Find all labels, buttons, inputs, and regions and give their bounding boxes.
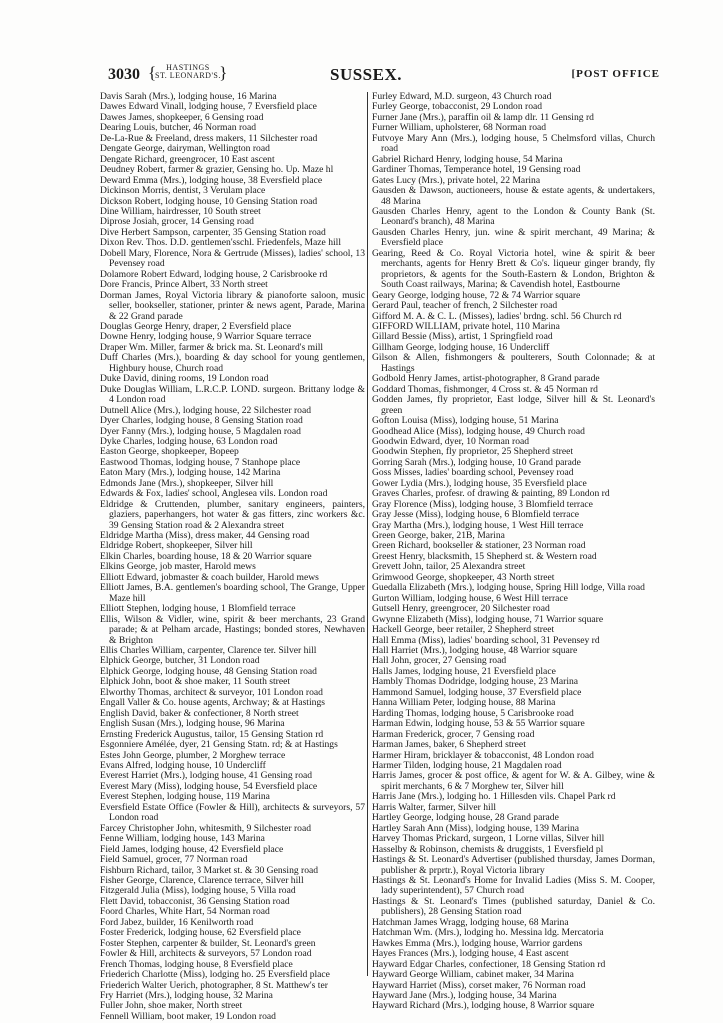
directory-entry: Elkin Charles, boarding house, 18 & 20 Warrior square [100, 550, 312, 562]
directory-entry: Harvey Thomas Prickard, surgeon, 1 Lorne villas, Silver hill [372, 833, 605, 845]
directory-entry: Elliott Stephen, lodging house, 1 Blomfield terrace [100, 603, 296, 615]
directory-entry: Dorman James, Royal Victoria library & pianoforte saloon, music seller, bookseller, stationer, printer & news agent, Parade, Marina & 22 Grand parade [100, 289, 365, 322]
directory-entry: Gerard Paul, teacher of french, 2 Silchester road [372, 300, 558, 312]
directory-entry: Godden James, fly proprietor, East lodge, Silver hill & St. Leonard's green [372, 394, 655, 416]
directory-entry: De-La-Rue & Freeland, dress makers, 11 Silchester road [100, 132, 318, 144]
directory-entry: Downe Henry, lodging house, 9 Warrior Square terrace [100, 331, 312, 343]
directory-entry: Hawkes Emma (Mrs.), lodging house, Warrior gardens [372, 937, 583, 949]
directory-entry: Eastwood Thomas, lodging house, 7 Stanhope place [100, 456, 301, 468]
directory-entry: Hastings & St. Leonard's Advertiser (published thursday, James Dorman, publisher & prprtr.), Royal Victoria library [372, 854, 655, 876]
directory-entry: Goodwin Edward, dyer, 10 Norman road [372, 435, 530, 447]
directory-entry: Dearing Louis, butcher, 46 Norman road [100, 122, 257, 134]
directory-entry: Fuller John, shoe maker, North street [100, 1000, 243, 1012]
directory-entry: Fitzgerald Julia (Miss), lodging house, 5 Villa road [100, 885, 296, 897]
directory-entry: Duff Charles (Mrs.), boarding & day school for young gentlemen, Highbury house, Church road [100, 352, 365, 374]
directory-entry: Fry Harriet (Mrs.), lodging house, 32 Marina [100, 989, 273, 1001]
right-column [372, 92, 655, 1012]
directory-entry: Foster Stephen, carpenter & builder, St. Leonard's green [100, 937, 316, 949]
place-line-1: HASTINGS [166, 63, 210, 72]
directory-entry: Gausden & Dawson, auctioneers, house & estate agents, & undertakers, 48 Marina [372, 185, 655, 207]
directory-entry: Eversfield Estate Office (Fowler & Hill), architects & surveyors, 57 London road [100, 801, 365, 824]
directory-entry: Gray Jesse (Miss), lodging house, 6 Blomfield terrace [372, 509, 580, 521]
directory-entry: Farcey Christopher John, whitesmith, 9 Silchester road [100, 822, 312, 834]
directory-entry: Gutsell Henry, greengrocer, 20 Silchester road [372, 603, 550, 615]
left-column [100, 92, 365, 1022]
directory-entry: Dobell Mary, Florence, Nora & Gertrude (Misses), ladies' school, 13 Pevensey road [100, 247, 365, 270]
directory-entry: Elkins George, job master, Harold mews [100, 561, 256, 573]
directory-entry: Elliott Edward, jobmaster & coach builder, Harold mews [100, 571, 319, 583]
directory-entry: Hastings & St. Leonard's Times (published saturday, Daniel & Co. publishers), 28 Gensing Station road [372, 895, 655, 918]
directory-entry: GIFFORD WILLIAM, private hotel, 110 Marina [372, 320, 560, 332]
directory-entry: Dengate Richard, greengrocer, 10 East ascent [100, 153, 275, 165]
directory-entry: Dive Herbert Sampson, carpenter, 35 Gensing Station road [100, 226, 326, 238]
directory-entry: Eldridge Robert, shopkeeper, Silver hill [100, 540, 253, 552]
directory-entry: Gausden Charles Henry, agent to the London & County Bank (St. Leonard's branch), 48 Marina [372, 205, 655, 228]
place-line-2: ST. LEONARD'S. [155, 71, 221, 80]
directory-entry: Fennell William, boot maker, 19 London road [100, 1010, 276, 1022]
directory-entry: Gabriel Richard Henry, lodging house, 54 Marina [372, 153, 563, 165]
directory-entry: Ellis, Wilson & Vidler, wine, spirit & beer merchants, 23 Grand parade; & at Pelham arcade, Hastings; bonded stores, Newhaven & Brighton [100, 613, 365, 646]
directory-entry: Ernsting Frederick Augustus, tailor, 15 Gensing Station rd [100, 728, 324, 740]
directory-entry: Futvoye Mary Ann (Mrs.), lodging house, 5 Chelmsford villas, Church road [372, 132, 655, 155]
directory-entry: Gates Lucy (Mrs.), private hotel, 22 Marina [372, 174, 541, 186]
directory-entry: Engall Valler & Co. house agents, Archway; & at Hastings [100, 697, 325, 709]
directory-entry: Harmer Hiram, bricklayer & tobacconist, 48 London road [372, 749, 594, 761]
directory-entry: Gwynne Elizabeth (Miss), lodging house, 71 Warrior square [372, 613, 604, 625]
directory-entry: Friederich Charlotte (Miss), lodging ho. 25 Eversfield place [100, 969, 330, 981]
directory-entry: Graves Charles, profesr. of drawing & painting, 89 London rd [372, 488, 610, 500]
directory-entry: Hartley George, lodging house, 28 Grand parade [372, 812, 559, 824]
directory-entry: Grimwood George, shopkeeper, 43 North street [372, 571, 555, 583]
directory-entry: Foord Charles, White Hart, 54 Norman road [100, 906, 270, 918]
directory-entry: Davis Sarah (Mrs.), lodging house, 16 Marina [100, 91, 277, 102]
directory-entry: Hall Emma (Miss), ladies' boarding school, 31 Pevensey rd [372, 634, 600, 646]
directory-entry: Hayes Frances (Mrs.), lodging house, 4 East ascent [372, 948, 569, 960]
directory-entry: Green George, baker, 21B, Marina [372, 530, 505, 542]
directory-entry: Hastings & St. Leonard's Home for Invalid Ladies (Miss S. M. Cooper, lady superintendent), 57 Church road [372, 874, 655, 897]
directory-entry: Furley George, tobacconist, 29 London road [372, 101, 543, 113]
directory-entry: Hambly Thomas Dodridge, lodging house, 23 Marina [372, 676, 579, 688]
directory-entry: Hanna William Peter, lodging house, 88 Marina [372, 697, 556, 709]
directory-entry: Edmonds Jane (Mrs.), shopkeeper, Silver hill [100, 477, 274, 489]
directory-entry: Harris Walter, farmer, Silver hill [372, 801, 497, 813]
directory-entry: Hall John, grocer, 27 Gensing road [372, 655, 507, 667]
directory-entry: Greest Henry, blacksmith, 15 Shepherd st. & Western road [372, 550, 597, 562]
directory-entry: Gofton Louisa (Miss), lodging house, 51 Marina [372, 415, 559, 427]
directory-entry: Hammond Samuel, lodging house, 37 Eversfield place [372, 686, 582, 698]
directory-entry: Douglas George Henry, draper, 2 Eversfield place [100, 320, 292, 332]
directory-entry: Harman Edwin, lodging house, 53 & 55 Warrior square [372, 718, 585, 730]
right-brace-icon: } [219, 63, 228, 82]
directory-entry: Dyke Charles, lodging house, 63 London road [100, 435, 278, 447]
directory-entry: Hayward Richard (Mrs.), lodging house, 8 Warrior square [372, 1000, 595, 1012]
directory-entry: Gillard Bessie (Miss), artist, 1 Springfield road [372, 331, 553, 343]
directory-entry: Dengate George, dairyman, Wellington road [100, 143, 270, 155]
directory-entry: Furner Jane (Mrs.), paraffin oil & lamp dlr. 11 Gensing rd [372, 111, 594, 123]
directory-entry: Harman James, baker, 6 Shepherd street [372, 739, 526, 751]
directory-entry: Fenne William, lodging house, 143 Marina [100, 833, 265, 845]
directory-entry: Grevett John, tailor, 25 Alexandra street [372, 561, 526, 573]
directory-entry: Ford Jabez, builder, 16 Kenilworth road [100, 916, 254, 928]
left-brace-icon: { [148, 63, 157, 82]
directory-entry: Gray Martha (Mrs.), lodging house, 1 West Hill terrace [372, 519, 584, 531]
directory-entry: Evans Alfred, lodging house, 10 Undercliff [100, 760, 266, 771]
directory-entry: Hayward Jane (Mrs.), lodging house, 34 Marina [372, 989, 557, 1001]
directory-entry: Hasselby & Robinson, chemists & druggists, 1 Eversfield pl [372, 843, 604, 855]
directory-entry: Everest Mary (Miss), lodging house, 54 Eversfield place [100, 780, 318, 792]
directory-entry: Dyer Charles, lodging house, 8 Gensing Station road [100, 415, 303, 427]
page-number: 3030 [108, 66, 140, 83]
directory-entry: Elphick John, boot & shoe maker, 11 South street [100, 676, 291, 688]
directory-entry: Gorring Sarah (Mrs.), lodging house, 10 Grand parade [372, 456, 581, 468]
directory-entry: Field James, lodging house, 42 Eversfield place [100, 843, 284, 855]
directory-entry: Deudney Robert, farmer & grazier, Gensing ho. Up. Maze hl [100, 164, 334, 176]
directory-entry: Furner William, upholsterer, 68 Norman road [372, 122, 547, 134]
directory-entry: Fisher George, Clarence, Clarence terrace, Silver hill [100, 874, 304, 886]
directory-entry: Elphick George, butcher, 31 London road [100, 655, 260, 667]
directory-entry: Gausden Charles Henry, jun. wine & spirit merchant, 49 Marina; & Eversfield place [372, 226, 655, 249]
directory-entry: Goss Misses, ladies' boarding school, Pevensey road [372, 467, 574, 479]
directory-entry: Hayward Edgar Charles, confectioner, 18 Gensing Station rd [372, 958, 606, 970]
directory-entry: Furley Edward, M.D. surgeon, 43 Church road [372, 91, 552, 102]
county-title: SUSSEX. [330, 65, 403, 84]
directory-entry: Goddard Thomas, fishmonger, 4 Cross st. & 45 Norman rd [372, 383, 598, 395]
directory-entry: Estes John George, plumber, 2 Morghew terrace [100, 749, 286, 761]
directory-entry: Flett David, tobacconist, 36 Gensing Station road [100, 895, 290, 907]
directory-entry: Hayward Harriet (Miss), corset maker, 76 Norman road [372, 979, 586, 991]
directory-entry: Gearing, Reed & Co. Royal Victoria hotel, wine & spirit & beer merchants, agents for Henry Brett & Co's. liqueur ginger brandy, fly proprietors, & agents for the South-Eastern & London, Brighton & South Coast railways, Marina; & Cavendish hotel, Eastbourne [372, 247, 655, 291]
page-header [100, 62, 660, 88]
directory-entry: Esgonniere Amélée, dyer, 21 Gensing Statn. rd; & at Hastings [100, 739, 338, 751]
directory-entry: Godbold Henry James, artist-photographer, 8 Grand parade [372, 373, 600, 385]
directory-entry: Hartley Sarah Ann (Miss), lodging house, 139 Marina [372, 822, 580, 834]
directory-entry: Gifford M. A. & C. L. (Misses), ladies' brdng. schl. 56 Church rd [372, 310, 622, 322]
directory-entry: Harding Thomas, lodging house, 5 Carisbrooke road [372, 707, 574, 719]
directory-entry: Draper Wm. Miller, farmer & brick ma. St. Leonard's mill [100, 341, 324, 353]
directory-entry: Harris Jane (Mrs.), lodging ho. 1 Hillesden vils. Chapel Park rd [372, 791, 616, 803]
directory-entry: Gower Lydia (Mrs.), lodging house, 35 Eversfield place [372, 477, 587, 489]
directory-entry: Harman Frederick, grocer, 7 Gensing road [372, 728, 535, 740]
directory-entry: Everest Stephen, lodging house, 119 Marina [100, 791, 270, 803]
directory-entry: Duke David, dining rooms, 19 London road [100, 373, 269, 385]
directory-entry: Goodhead Alice (Miss), lodging house, 49 Church road [372, 425, 585, 437]
directory-entry: Hackell George, beer retailer, 2 Shepherd street [372, 624, 555, 636]
directory-entry: Easton George, shopkeeper, Bopeep [100, 446, 239, 458]
directory-entry: Hayward George William, cabinet maker, 34 Marina [372, 969, 574, 981]
directory-entry: Eaton Mary (Mrs.), lodging house, 142 Marina [100, 467, 281, 479]
directory-entry: Fishburn Richard, tailor, 3 Market st. & 30 Gensing road [100, 864, 319, 876]
directory-entry: Guedalla Elizabeth (Mrs.), lodging house, Spring Hill lodge, Villa road [372, 582, 645, 594]
directory-entry: Deward Emma (Mrs.), lodging house, 38 Eversfield place [100, 174, 323, 186]
directory-entry: Edwards & Fox, ladies' school, Anglesea vils. London road [100, 488, 328, 500]
directory-entry: Halls James, lodging house, 21 Eversfield place [372, 665, 556, 677]
directory-entry: Elphick George, lodging house, 48 Gensing Station road [100, 665, 317, 677]
directory-entry: Eldridge & Cruttenden, plumber, sanitary engineers, painters, glaziers, paperhangers, hot water & gas fitters, zinc workers &c. 39 Gensing Station road & 2 Alexandra street [100, 498, 365, 531]
directory-entry: Fowler & Hill, architects & surveyors, 57 London road [100, 948, 312, 960]
directory-entry: Hatchman Wm. (Mrs.), lodging ho. Messina ldg. Mercatoria [372, 927, 604, 939]
directory-entry: Dine William, hairdresser, 10 South street [100, 205, 261, 217]
directory-entry: English Susan (Mrs.), lodging house, 96 Marina [100, 718, 285, 730]
directory-entry: Hall Harriet (Mrs.), lodging house, 48 Warrior square [372, 645, 578, 657]
directory-entry: French Thomas, lodging house, 8 Eversfield place [100, 958, 293, 970]
directory-entry: Dawes Edward Vinall, lodging house, 7 Eversfield place [100, 101, 317, 113]
directory-entry: Field Samuel, grocer, 77 Norman road [100, 854, 248, 866]
place-heading [148, 63, 228, 82]
directory-entry: Gilson & Allen, fishmongers & poulterers, South Colonnade; & at Hastings [372, 352, 655, 374]
directory-entry: Dolamore Robert Edward, lodging house, 2 Carisbrooke rd [100, 268, 328, 280]
directory-entry: Harris James, grocer & post office, & agent for W. & A. Gilbey, wine & spirit merchants, 6 & 7 Morghew ter, Silver hill [372, 770, 655, 792]
directory-entry: Harmer Tilden, lodging house, 21 Magdalen road [372, 760, 562, 771]
directory-entry: Eldridge Martha (Miss), dress maker, 44 Gensing road [100, 530, 310, 542]
running-title: [POST OFFICE [571, 68, 660, 80]
directory-entry: Elliott James, B.A. gentlemen's boarding school, The Grange, Upper Maze hill [100, 582, 365, 604]
directory-entry: Foster Frederick, lodging house, 62 Eversfield place [100, 927, 301, 939]
directory-entry: Green Richard, bookseller & stationer, 23 Norman road [372, 540, 586, 552]
directory-entry: Elworthy Thomas, architect & surveyor, 101 London road [100, 686, 323, 698]
directory-entry: Dickinson Morris, dentist, 3 Verulam place [100, 185, 266, 197]
directory-entry: Everest Harriet (Mrs.), lodging house, 41 Gensing road [100, 770, 313, 782]
column-divider [367, 92, 368, 976]
directory-entry: Ellis Charles William, carpenter, Clarence ter. Silver hill [100, 645, 317, 657]
directory-entry: Duke Douglas William, L.R.C.P. LOND. surgeon. Brittany lodge & 4 London road [100, 383, 365, 406]
directory-entry: Dixon Rev. Thos. D.D. gentlemen'sschl. Friedenfels, Maze hill [100, 237, 341, 249]
directory-entry: Friederich Walter Uerich, photographer, 8 St. Matthew's ter [100, 979, 328, 991]
directory-entry: English David, baker & confectioner, 8 North street [100, 707, 299, 719]
directory-entry: Gardiner Thomas, Temperance hotel, 19 Gensing road [372, 164, 581, 176]
directory-entry: Geary George, lodging house, 72 & 74 Warrior square [372, 289, 581, 301]
directory-entry: Gray Florence (Miss), lodging house, 3 Blomfield terrace [372, 498, 593, 510]
directory-entry: Dyer Fanny (Mrs.), lodging house, 5 Magdalen road [100, 425, 301, 437]
directory-entry: Dore Francis, Prince Albert, 33 North street [100, 279, 268, 291]
directory-entry: Dickson Robert, lodging house, 10 Gensing Station road [100, 195, 318, 207]
directory-entry: Gurton William, lodging house, 6 West Hill terrace [372, 592, 568, 604]
directory-entry: Dawes James, shopkeeper, 6 Gensing road [100, 111, 264, 123]
directory-entry: Goodwin Stephen, fly proprietor, 25 Shepherd street [372, 446, 574, 458]
directory-entry: Gillham George, lodging house, 16 Undercliff [372, 341, 550, 353]
directory-entry: Hatchman James Wragg, lodging house, 68 Marina [372, 916, 569, 928]
directory-entry: Dutnell Alice (Mrs.), lodging house, 22 Silchester road [100, 404, 312, 416]
directory-entry: Diprose Josiah, grocer, 14 Gensing road [100, 216, 254, 228]
